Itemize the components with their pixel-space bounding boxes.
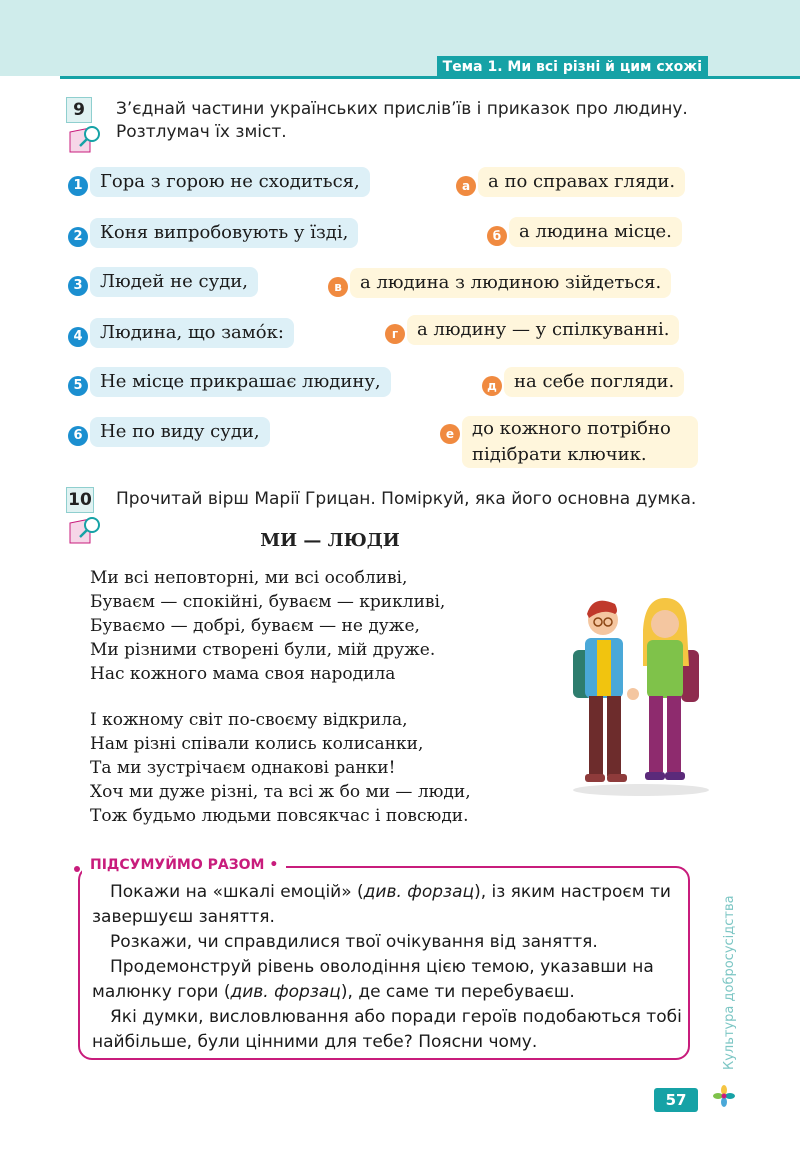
proverb-end-v[interactable]: а людина з людиною зійдеться. xyxy=(350,268,671,298)
summary-text xyxy=(92,880,682,1055)
poem-stanza-2 xyxy=(90,708,471,828)
item-letter-d: д xyxy=(482,376,502,396)
flower-icon xyxy=(712,1084,736,1108)
text-span: див. форзац xyxy=(363,882,475,902)
exercise-number: 10 xyxy=(66,487,94,513)
proverb-end-g[interactable]: а людину — у спілкуванні. xyxy=(407,315,679,345)
poem-line: Ми різними створені були, мій друже. xyxy=(90,640,436,660)
proverb-end-a[interactable]: а по справах гляди. xyxy=(478,167,685,197)
item-letter-g: г xyxy=(385,324,405,344)
poem-line: Нас кожного мама своя народила xyxy=(90,664,396,684)
proverb-start-6[interactable]: Не по виду суди, xyxy=(90,417,270,447)
poem-line: Нам різні співали колись колисанки, xyxy=(90,734,424,754)
proverb-start-4[interactable]: Людина, що замо́к: xyxy=(90,318,294,348)
summary-paragraph-1 xyxy=(92,880,682,930)
item-number-1: 1 xyxy=(68,176,88,196)
side-caption: Культура добросусідства xyxy=(722,895,737,1070)
text-span: див. форзац xyxy=(230,982,341,1002)
proverb-start-1[interactable]: Гора з горою не сходиться, xyxy=(90,167,370,197)
text-span: Покажи на «шкалі емоцій» ( xyxy=(110,882,364,902)
item-letter-a: а xyxy=(456,176,476,196)
summary-paragraph-3 xyxy=(92,955,682,1005)
poem-line: Буваємо — добрі, буваєм — не дуже, xyxy=(90,616,420,636)
item-number-5: 5 xyxy=(68,376,88,396)
topic-label: Тема 1. Ми всі різні й цим схожі xyxy=(437,56,708,78)
poem-line: Хоч ми дуже різні, та всі ж бо ми — люди, xyxy=(90,782,471,802)
text-span: ), де саме ти перебуваєш. xyxy=(340,982,575,1002)
summary-title-text: ПІДСУМУЙМО РАЗОМ xyxy=(90,857,265,873)
poem-line: І кожному світ по-своєму відкрила, xyxy=(90,710,408,730)
summary-title: ПІДСУМУЙМО РАЗОМ • xyxy=(82,855,286,875)
exercise-10-instruction: Прочитай вірш Марії Грицан. Поміркуй, яка його основна думка. xyxy=(116,489,697,509)
proverb-end-d[interactable]: на себе погляди. xyxy=(504,367,684,397)
item-letter-v: в xyxy=(328,277,348,297)
poem-line: Буваєм — спокійні, буваєм — крикливі, xyxy=(90,592,446,612)
item-letter-b: б xyxy=(487,226,507,246)
children-illustration xyxy=(565,590,715,800)
proverb-end-e-line-1: до кожного потрібно xyxy=(472,418,671,439)
page-number: 57 xyxy=(654,1088,698,1112)
exercise-9-instruction-1: З’єднай частини українських прислів’їв і приказок про людину. xyxy=(116,99,688,119)
magnifier-task-icon xyxy=(68,124,104,154)
item-letter-e: е xyxy=(440,424,460,444)
poem-line: Та ми зустрічаєм однакові ранки! xyxy=(90,758,396,778)
exercise-9-instruction-2: Розтлумач їх зміст. xyxy=(116,122,287,142)
text-span: ), із яким настроєм ти завершуєш заняття. xyxy=(92,882,671,927)
summary-paragraph-2: Розкажи, чи справдилися твої очікування від заняття. xyxy=(110,932,598,952)
item-number-3: 3 xyxy=(68,276,88,296)
exercise-number: 9 xyxy=(66,97,92,123)
proverb-end-e[interactable] xyxy=(462,416,698,468)
poem-stanza-1 xyxy=(90,566,445,686)
summary-bullet-dot xyxy=(74,866,80,872)
text-span: Продемонструй рівень оволодіння цією темою, указавши на малюнку гори ( xyxy=(92,957,654,1002)
proverb-start-5[interactable]: Не місце прикрашає людину, xyxy=(90,367,391,397)
summary-paragraph-4: Які думки, висловлювання або поради героїв подобаються тобі найбільше, були цінними для тебе? Поясни чому. xyxy=(92,1007,682,1052)
poem-line: Ми всі неповторні, ми всі особливі, xyxy=(90,568,408,588)
proverb-start-3[interactable]: Людей не суди, xyxy=(90,267,258,297)
item-number-4: 4 xyxy=(68,327,88,347)
poem-title: МИ — ЛЮДИ xyxy=(260,530,400,551)
item-number-6: 6 xyxy=(68,426,88,446)
item-number-2: 2 xyxy=(68,227,88,247)
proverb-start-2[interactable]: Коня випробовують у їзді, xyxy=(90,218,358,248)
proverb-end-e-line-2: підібрати ключик. xyxy=(472,444,647,465)
proverb-end-b[interactable]: а людина місце. xyxy=(509,217,682,247)
poem-line: Тож будьмо людьми повсякчас і повсюди. xyxy=(90,806,469,826)
